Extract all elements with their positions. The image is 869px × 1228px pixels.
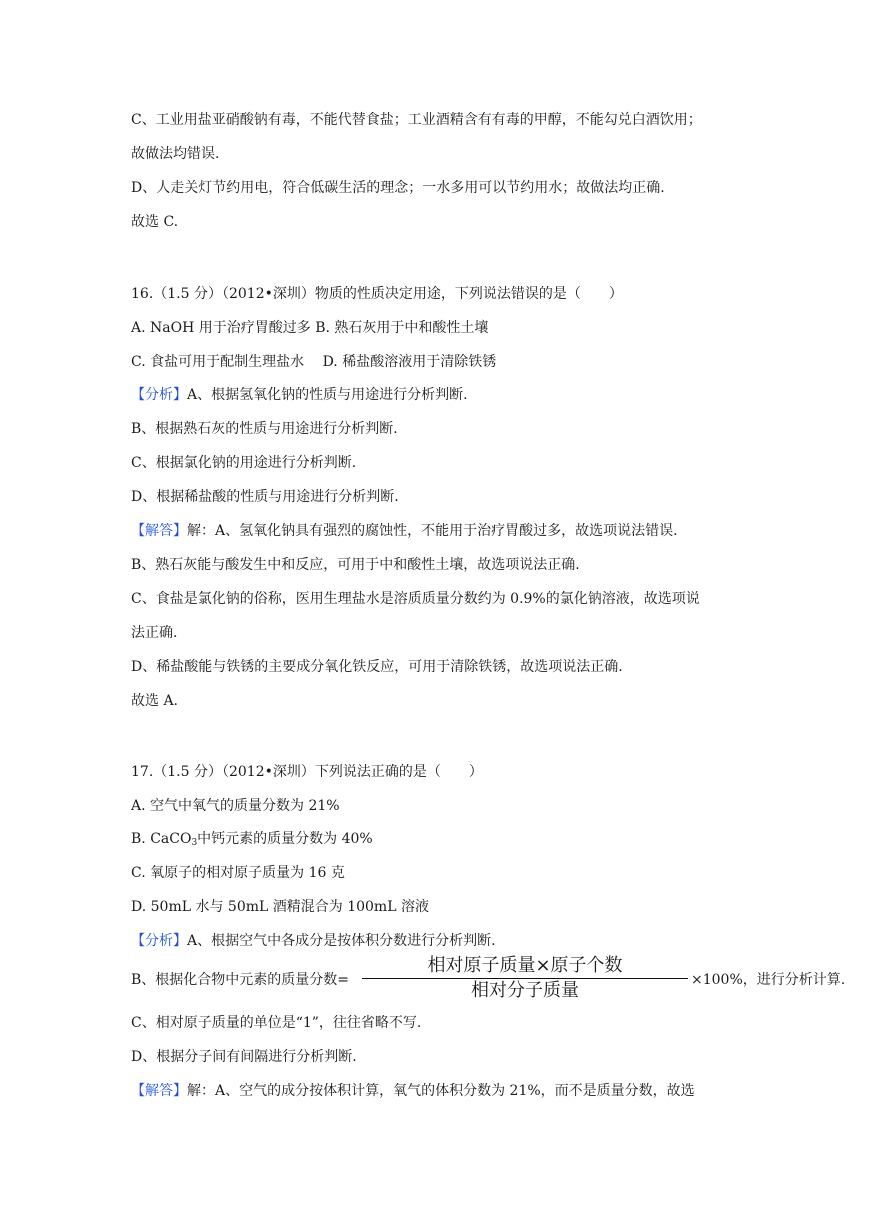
text-line: C、食盐是氯化钠的俗称，医用生理盐水是溶质质量分数约为 0.9%的氯化钠溶液，故选项说: [131, 591, 700, 607]
answer-text: 解：A、氢氧化钠具有强烈的腐蚀性，不能用于治疗胃酸过多，故选项说法错误.: [187, 523, 678, 539]
analysis-tag: 【分析】: [131, 387, 187, 403]
answer-tag: 【解答】: [131, 1083, 187, 1099]
option-b-suffix: 中钙元素的质量分数为 40%: [197, 831, 373, 847]
question-16-title: 16.（1.5 分）（2012•深圳）物质的性质决定用途，下列说法错误的是（ ）: [131, 286, 623, 302]
question-17-option-d: D. 50mL 水与 50mL 酒精混合为 100mL 溶液: [131, 899, 429, 915]
question-17-option-b: [131, 829, 373, 853]
mass-fraction-formula: [360, 954, 690, 1003]
text-line: B、熟石灰能与酸发生中和反应，可用于中和酸性土壤，故选项说法正确.: [131, 557, 580, 573]
option-b-prefix: B. CaCO: [131, 831, 192, 847]
question-17-answer: [131, 1081, 695, 1101]
question-16-options-cd: C. 食盐可用于配制生理盐水 D. 稀盐酸溶液用于清除铁锈: [131, 354, 497, 370]
text-line: C、工业用盐亚硝酸钠有毒，不能代替食盐；工业酒精含有有毒的甲醇，不能勾兑白酒饮用；: [131, 112, 702, 128]
analysis-text: A、根据氢氧化钠的性质与用途进行分析判断.: [187, 387, 468, 403]
text-line: 故选 C.: [131, 214, 179, 230]
text-line: B、根据熟石灰的性质与用途进行分析判断.: [131, 421, 398, 437]
text-line: C、相对原子质量的单位是“1”，往往省略不写.: [131, 1015, 422, 1031]
text-line: D、根据稀盐酸的性质与用途进行分析判断.: [131, 489, 399, 505]
text-line: 法正确.: [131, 625, 178, 641]
question-17-option-a: A. 空气中氧气的质量分数为 21%: [131, 798, 340, 814]
question-17-analysis: [131, 931, 496, 951]
answer-text: 解：A、空气的成分按体积计算，氧气的体积分数为 21%，而不是质量分数，故选: [187, 1083, 695, 1099]
analysis-tag: 【分析】: [131, 933, 187, 949]
formula-denominator: 相对分子质量: [471, 980, 579, 1001]
option-b-subscript: 3: [191, 838, 198, 848]
text-line: D、稀盐酸能与铁锈的主要成分氧化铁反应，可用于清除铁锈，故选项说法正确.: [131, 659, 623, 675]
question-17-title: 17.（1.5 分）（2012•深圳）下列说法正确的是（ ）: [131, 764, 483, 780]
formula-suffix: ×100%，进行分析计算.: [691, 972, 846, 988]
text-line: D、根据分子间有间隔进行分析判断.: [131, 1049, 357, 1065]
formula-numerator: 相对原子质量×原子个数: [427, 955, 623, 976]
answer-tag: 【解答】: [131, 523, 187, 539]
formula-prefix: B、根据化合物中元素的质量分数=: [131, 972, 350, 988]
question-16-choice: 故选 A.: [131, 693, 179, 709]
analysis-text: A、根据空气中各成分是按体积分数进行分析判断.: [187, 933, 496, 949]
text-line: C、根据氯化钠的用途进行分析判断.: [131, 455, 357, 471]
text-line: 故做法均错误.: [131, 146, 220, 162]
question-16-options-ab: A. NaOH 用于治疗胃酸过多 B. 熟石灰用于中和酸性土壤: [131, 320, 489, 336]
question-16-answer: [131, 521, 678, 541]
question-17-option-c: C. 氧原子的相对原子质量为 16 克: [131, 865, 345, 881]
text-line: D、人走关灯节约用电，符合低碳生活的理念；一水多用可以节约用水；故做法均正确.: [131, 180, 665, 196]
question-16-analysis: [131, 385, 468, 405]
